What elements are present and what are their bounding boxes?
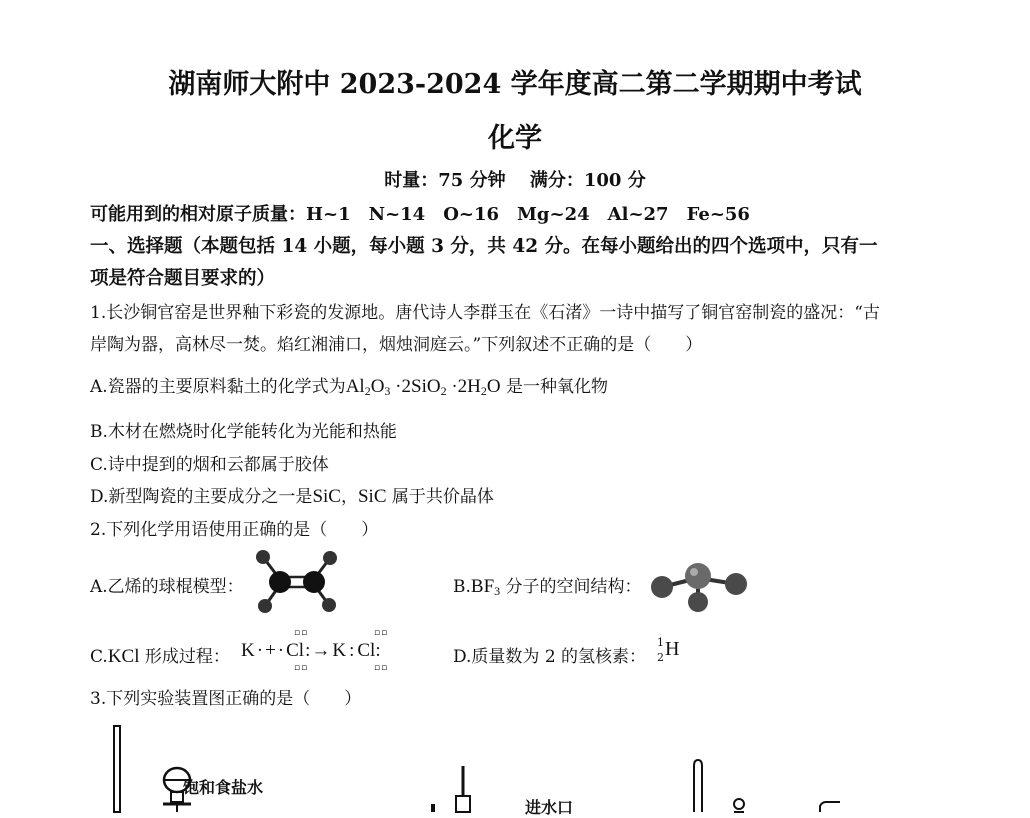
q1-option-a-tail: 是一种氧化物 bbox=[500, 377, 609, 397]
potassium-symbol-1: K bbox=[241, 640, 255, 661]
electron-dots-top-2: ▫▫ bbox=[374, 628, 389, 638]
chlorine-symbol-1: Cl bbox=[286, 640, 305, 661]
mass-number: 1 bbox=[657, 636, 664, 649]
kcl-formation-equation: K · + · Cl:→ K : Cl: bbox=[241, 640, 381, 661]
ethylene-ball-stick-model bbox=[245, 548, 345, 616]
atomic-masses: 可能用到的相对原子质量：H~1 N~14 O~16 Mg~24 Al~27 Fe~56 bbox=[90, 204, 750, 225]
electron-dots-bottom-1: ▫▫ bbox=[294, 663, 309, 673]
q1-stem-line1: 1.长沙铜官窑是世界釉下彩瓷的发源地。唐代诗人李群玉在《石渚》一诗中描写了铜官窑制瓷的盛况：“古 bbox=[90, 303, 880, 323]
sic-formula-1: SiC bbox=[312, 486, 341, 507]
q1-option-d-tail: 属于共价晶体 bbox=[386, 487, 494, 507]
kcl-formula: KCl bbox=[107, 646, 140, 667]
q3-stem: 3.下列实验装置图正确的是（ ） bbox=[90, 689, 362, 709]
q2-option-b-label: B. bbox=[453, 577, 471, 597]
apparatus-figure-middle bbox=[425, 762, 505, 812]
section-heading-line1: 一、选择题（本题包括 14 小题，每小题 3 分，共 42 分。在每小题给出的四个选项中，只有一 bbox=[90, 236, 878, 257]
q1-option-d-comma: ， bbox=[340, 487, 358, 507]
bf3-formula: $BF_3$ bbox=[470, 576, 501, 598]
apparatus-figure-right bbox=[690, 758, 850, 812]
q2-option-c-text: 形成过程： bbox=[139, 647, 230, 667]
q1-option-a-text: A.瓷器的主要原料黏土的化学式为 bbox=[90, 377, 346, 397]
q1-option-a bbox=[90, 372, 608, 399]
chlorine-symbol-2: Cl bbox=[357, 640, 376, 661]
apparatus-figure-left bbox=[105, 722, 285, 812]
kaolinite-formula: $Al_2O_3 \cdot 2SiO_2 \cdot 2H_2O$ bbox=[345, 376, 501, 398]
q2-option-c-label: C. bbox=[90, 647, 108, 667]
q1-stem-line2: 岸陶为器，高林尽一焚。焰红湘浦口，烟烛洞庭云。”下列叙述不正确的是（ ） bbox=[90, 335, 703, 355]
exam-title: 湖南师大附中 2023-2024 学年度高二第二学期期中考试 bbox=[168, 69, 862, 100]
q2-option-b bbox=[453, 572, 642, 599]
electron-dots-bottom-2: ▫▫ bbox=[374, 663, 389, 673]
label-saturated-brine: 饱和食盐水 bbox=[183, 778, 264, 797]
atomic-number: 2 bbox=[657, 651, 664, 664]
q2-option-b-text: 分子的空间结构： bbox=[500, 577, 642, 597]
bf3-molecular-model bbox=[650, 560, 750, 615]
q1-option-d-text: D.新型陶瓷的主要成分之一是 bbox=[90, 487, 313, 507]
section-heading-line2: 项是符合题目要求的） bbox=[90, 268, 276, 289]
q2-option-c bbox=[90, 642, 230, 668]
q2-option-d: D.质量数为 2 的氢核素： bbox=[453, 647, 647, 667]
q1-option-d bbox=[90, 482, 494, 508]
q1-option-c: C.诗中提到的烟和云都属于胶体 bbox=[90, 455, 329, 475]
potassium-symbol-2: K bbox=[332, 640, 347, 661]
reaction-arrow: → bbox=[311, 640, 331, 661]
q2-stem: 2.下列化学用语使用正确的是（ ） bbox=[90, 520, 379, 540]
hydrogen-symbol: H bbox=[665, 638, 680, 660]
q2-option-a: A.乙烯的球棍模型： bbox=[90, 577, 244, 597]
label-water-inlet: 进水口 bbox=[525, 798, 574, 817]
electron-dots-top-1: ▫▫ bbox=[294, 628, 309, 638]
subject-title: 化学 bbox=[488, 123, 542, 154]
q1-option-b: B.木材在燃烧时化学能转化为光能和热能 bbox=[90, 422, 397, 442]
plus-sign: + bbox=[265, 640, 276, 661]
sic-formula-2: SiC bbox=[357, 486, 387, 507]
exam-info: 时量：75 分钟 满分：100 分 bbox=[384, 170, 646, 191]
